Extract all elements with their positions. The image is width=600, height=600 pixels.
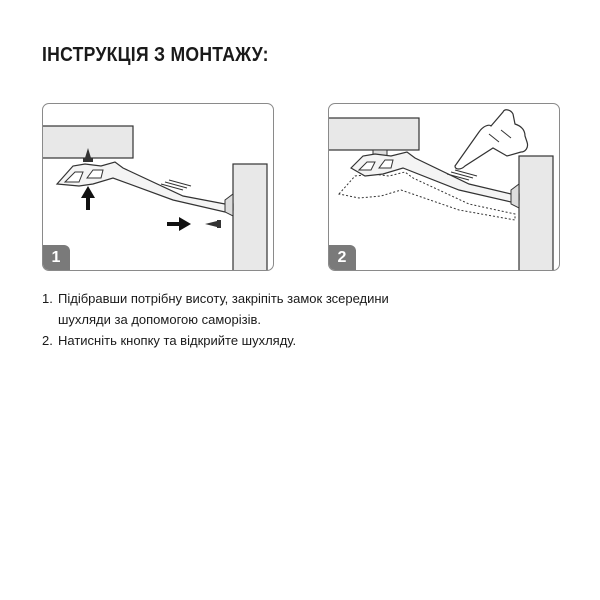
- step-number: 2.: [42, 333, 53, 348]
- page-title: ІНСТРУКЦІЯ З МОНТАЖУ:: [42, 44, 269, 66]
- step-text-line: Підібравши потрібну висоту, закріпіть замок зсередини: [58, 291, 389, 306]
- step-badge-2: 2: [328, 245, 356, 271]
- mounting-illustration-step-1: [43, 104, 274, 271]
- step-text-line: Натисніть кнопку та відкрийте шухляду.: [58, 333, 297, 348]
- arrow-right-icon: [167, 217, 191, 231]
- lock-mechanism: [57, 162, 233, 212]
- mounting-illustration-step-2: [329, 104, 560, 271]
- step-badge-1: 1: [42, 245, 70, 271]
- lock-mechanism: [351, 152, 519, 202]
- step-text: [58, 330, 562, 351]
- step-text: [58, 288, 562, 330]
- pointing-hand-icon: [455, 110, 528, 169]
- arrow-up-icon: [81, 186, 95, 210]
- instruction-steps: [42, 288, 562, 351]
- illustration-panel-1: [42, 103, 274, 271]
- drawer-top-block: [329, 118, 419, 150]
- drawer-side-block: [519, 156, 553, 271]
- drawer-side-block: [233, 164, 267, 271]
- step-text-line: шухляди за допомогою саморізів.: [58, 312, 261, 327]
- step-number: 1.: [42, 291, 53, 306]
- instruction-step-2: [42, 330, 562, 351]
- instruction-step-1: [42, 288, 562, 330]
- side-screw-icon: [205, 220, 221, 228]
- illustration-panel-2: [328, 103, 560, 271]
